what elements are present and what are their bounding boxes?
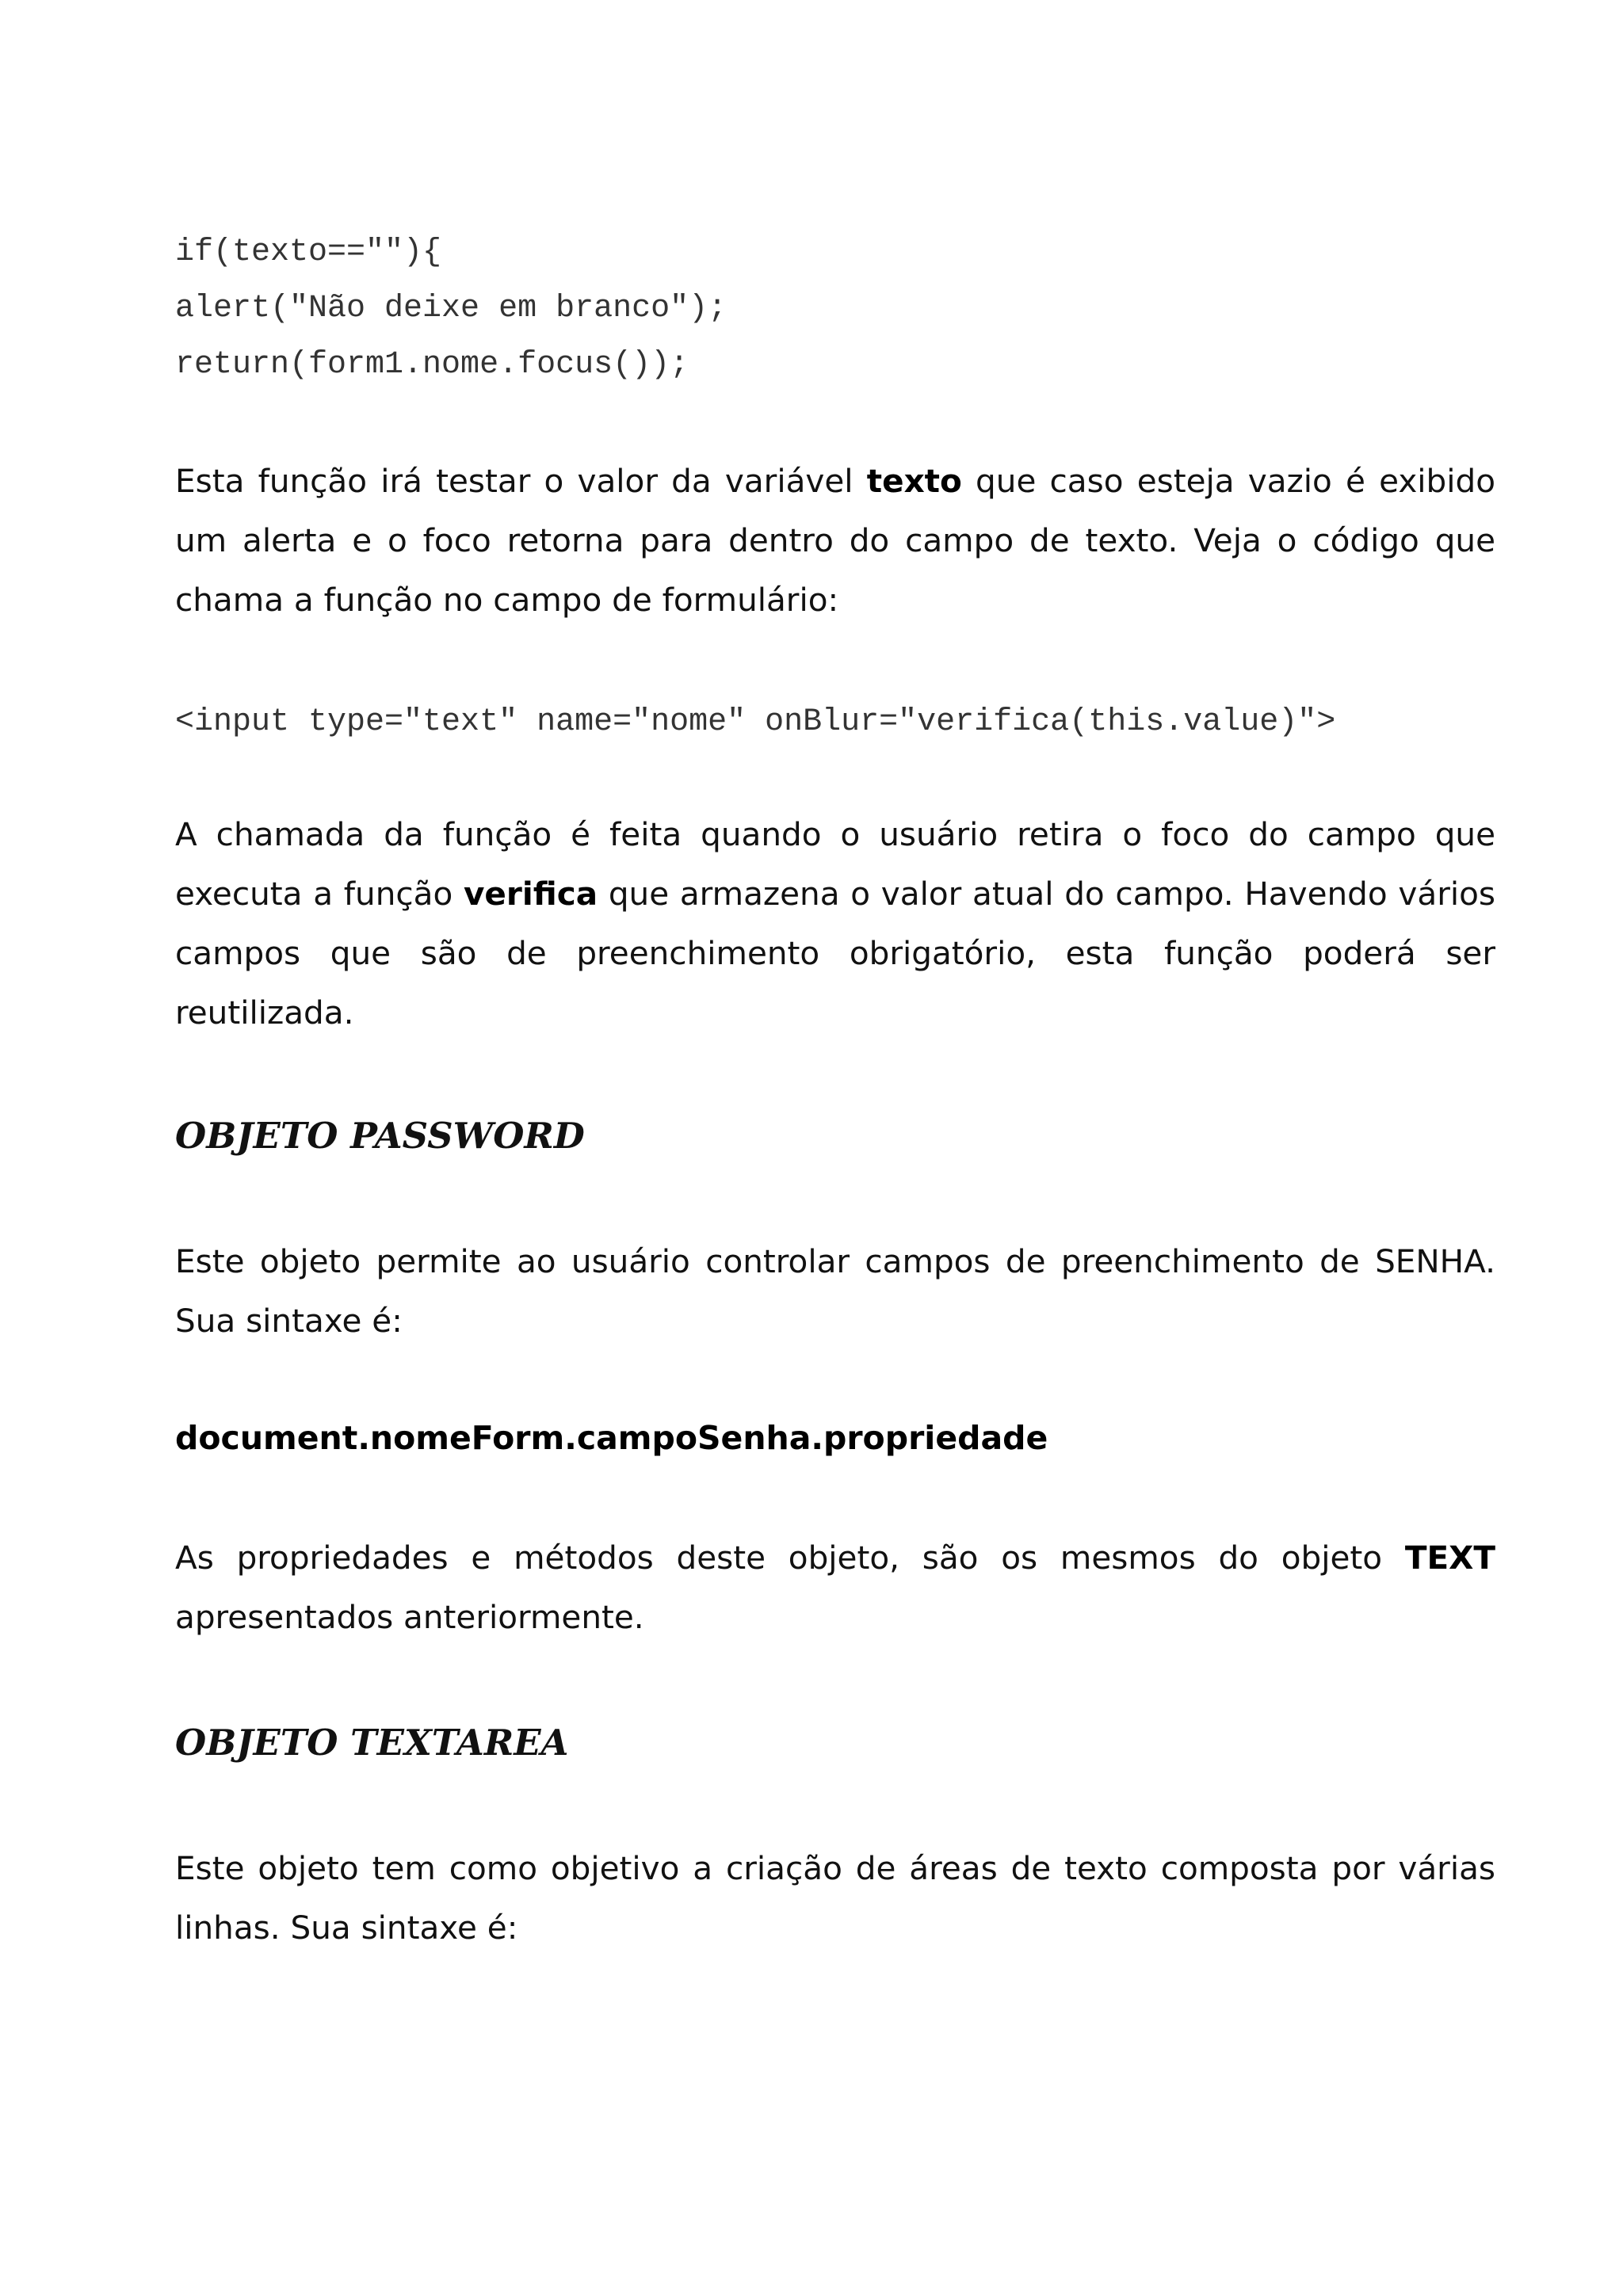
code-line-return: return(form1.nome.focus()); (175, 347, 689, 383)
paragraph-text: As propriedades e métodos deste objeto, são os mesmos do objeto (175, 1539, 1405, 1577)
syntax-password: document.nomeForm.campoSenha.propriedade (175, 1419, 1048, 1457)
bold-term-texto: texto (866, 462, 962, 500)
code-line-if: if(texto==""){ (175, 235, 442, 270)
code-input-example: <input type="text" name="nome" onBlur="verifica(this.value)"> (175, 704, 1336, 740)
paragraph-function-explanation (175, 452, 1495, 630)
heading-objeto-textarea: OBJETO TEXTAREA (175, 1722, 569, 1764)
bold-term-text: TEXT (1404, 1539, 1495, 1577)
paragraph-text: que caso esteja vazio é exibido um alerta e o foco retorna para dentro do campo de texto. Veja o código que chama a função no campo de formulário: (175, 462, 1495, 619)
paragraph-function-call (175, 805, 1495, 1043)
paragraph-password-properties (175, 1528, 1495, 1647)
heading-objeto-password: OBJETO PASSWORD (175, 1115, 585, 1157)
paragraph-textarea-description: Este objeto tem como objetivo a criação de áreas de texto composta por várias linhas. Sua sintaxe é: (175, 1849, 1495, 1947)
paragraph-password-description: Este objeto permite ao usuário controlar campos de preenchimento de SENHA. Sua sintaxe é: (175, 1242, 1495, 1340)
paragraph-text: Esta função irá testar o valor da variável (175, 462, 867, 500)
bold-term-verifica: verifica (463, 875, 598, 913)
paragraph-text: apresentados anteriormente. (175, 1598, 644, 1636)
paragraph-text: que armazena o valor atual do campo. Havendo vários campos que são de preenchimento obrigatório, esta função poderá ser reutilizada. (175, 875, 1495, 1032)
paragraph-text: A chamada da função é feita quando o usuário retira o foco do campo que executa a função (175, 815, 1495, 913)
code-line-alert: alert("Não deixe em branco"); (175, 291, 727, 326)
